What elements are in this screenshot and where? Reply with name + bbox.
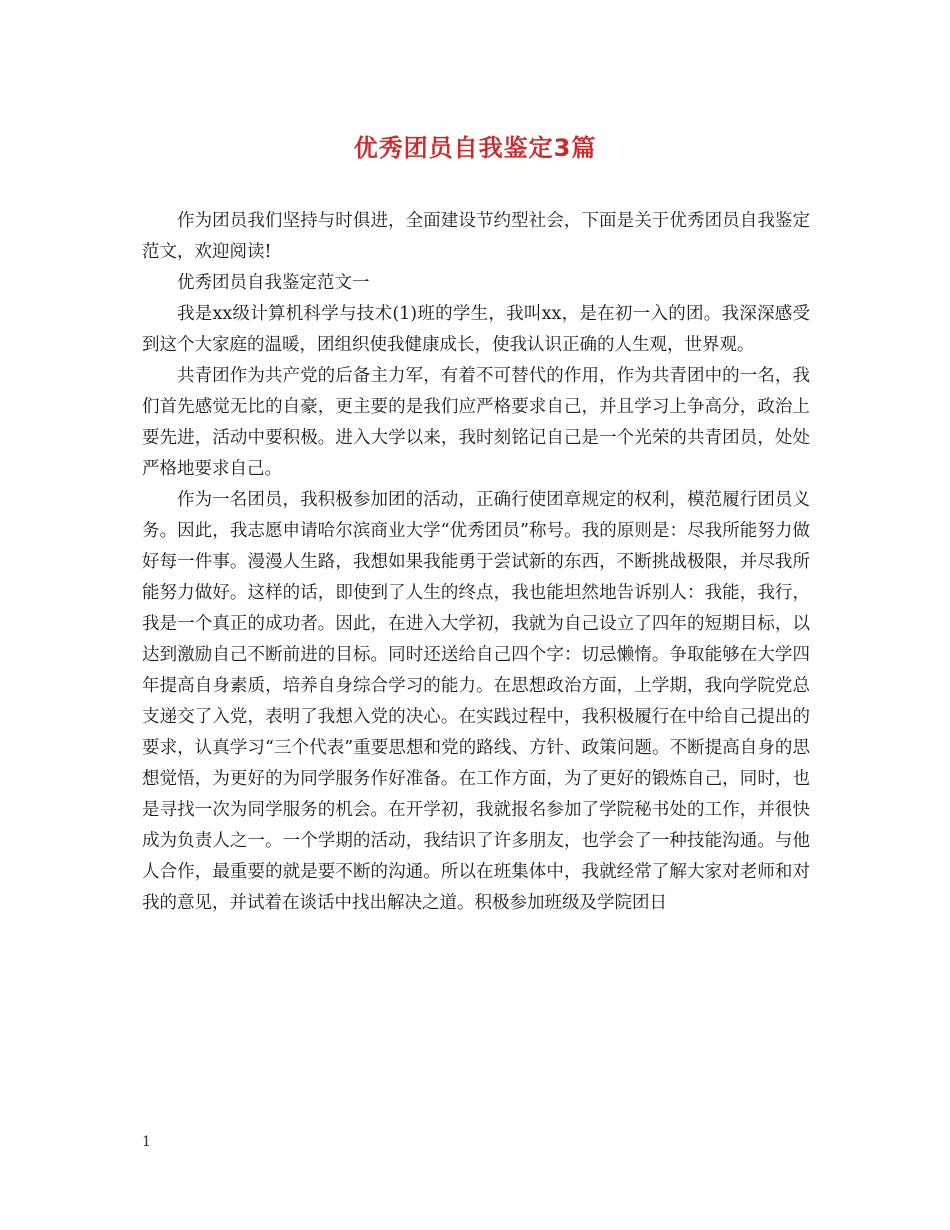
page-number: 1	[142, 1134, 151, 1150]
document-title: 优秀团员自我鉴定3篇	[353, 134, 597, 162]
paragraph-3: 作为一名团员，我积极参加团的活动，正确行使团章规定的权利，模范履行团员义务。因此，我志愿申请哈尔滨商业大学“优秀团员”称号。我的原则是：尽我所能努力做好每一件事。漫漫人生路，我想如果我能勇于尝试新的东西，不断挑战极限，并尽我所能努力做好。这样的话，即使到了人生的终点，我也能坦然地告诉别人：我能，我行，我是一个真正的成功者。因此，在进入大学初，我就为自己设立了四年的短期目标，以达到激励自己不断前进的目标。同时还送给自己四个字：切忌懒惰。争取能够在大学四年提高自身素质，培养自身综合学习的能力。在思想政治方面，上学期，我向学院党总支递交了入党，表明了我想入党的决心。在实践过程中，我积极履行在中给自己提出的要求，认真学习“三个代表”重要思想和党的路线、方针、政策问题。不断提高自身的思想觉悟，为更好的为同学服务作好准备。在工作方面，为了更好的锻炼自己，同时，也是寻找一次为同学服务的机会。在开学初，我就报名参加了学院秘书处的工作，并很快成为负责人之一。一个学期的活动，我结识了许多朋友，也学会了一种技能沟通。与他人合作，最重要的就是要不断的沟通。所以在班集体中，我就经常了解大家对老师和对我的意见，并试着在谈话中找出解决之道。积极参加班级及学院团日	[142, 490, 810, 913]
paragraph-1: 我是xx级计算机科学与技术(1)班的学生，我叫xx，是在初一入的团。我深深感受到这个大家庭的温暖，团组织使我健康成长，使我认识正确的人生观，世界观。	[142, 304, 810, 355]
paragraph-intro: 作为团员我们坚持与时俱进，全面建设节约型社会，下面是关于优秀团员自我鉴定范文，欢迎阅读!	[142, 211, 810, 262]
document-body	[142, 206, 810, 919]
paragraph-2: 共青团作为共产党的后备主力军，有着不可替代的作用，作为共青团中的一名，我们首先感觉无比的自豪，更主要的是我们应严格要求自己，并且学习上争高分，政治上要先进，活动中要积极。进入大学以来，我时刻铭记自己是一个光荣的共青团员，处处严格地要求自己。	[142, 366, 810, 479]
section-heading: 优秀团员自我鉴定范文一	[177, 273, 370, 293]
